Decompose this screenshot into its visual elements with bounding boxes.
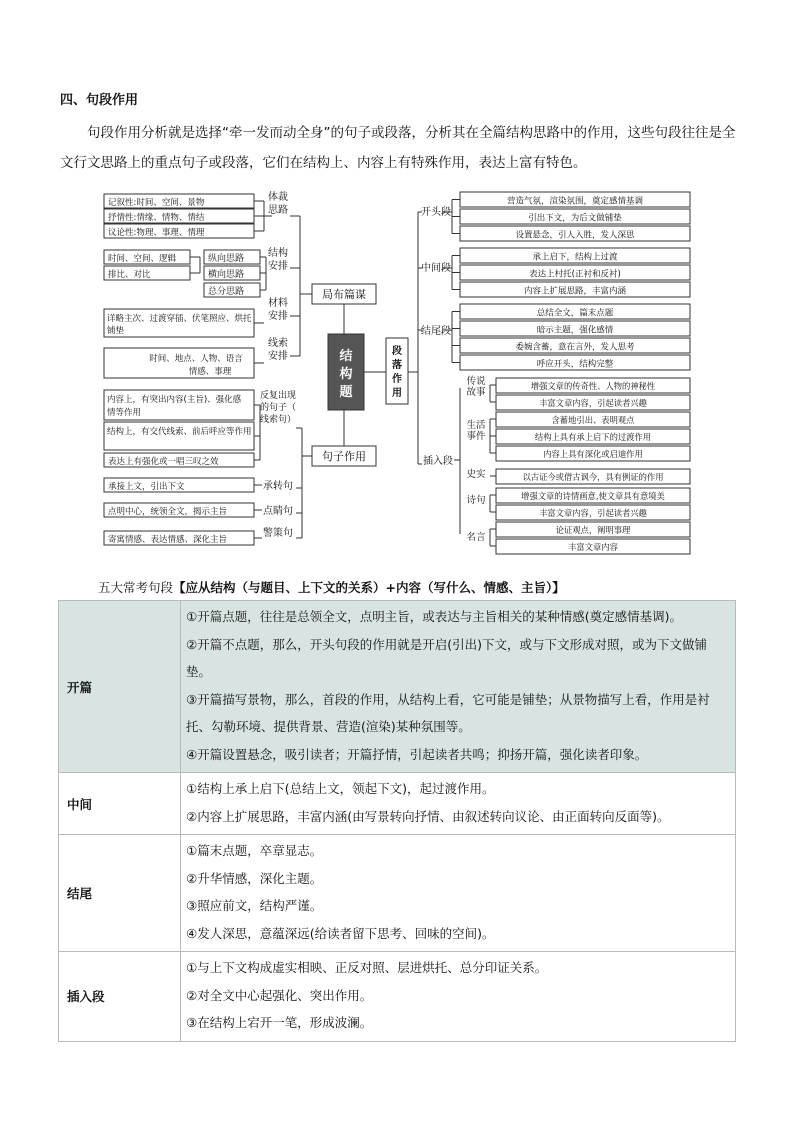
mm-label: 反复出现: [259, 391, 297, 401]
content-line: ③开篇描写景物，那么，首段的作用，从结构上看，它可能是铺垫；从景物描写上看，作用是衬托、勾勒环境、提供背景、营造(渲染)某种氛围等。: [186, 691, 710, 734]
mm-item-text: 增强文章的传奇性、人物的神秘性: [530, 381, 656, 391]
mm-label: 生活: [466, 420, 486, 431]
mm-item-text: 表达上村托(正衬和反衬): [529, 269, 621, 280]
mm-label: 名言: [466, 532, 486, 543]
row-label: 结尾: [59, 835, 181, 952]
branch-paragraph-text: 作: [392, 374, 402, 385]
mm-item-text: 时间、地点、人物、语言: [149, 354, 243, 364]
mm-item-text: 呼应开头，结构完整: [536, 359, 614, 370]
mm-label: 安排: [268, 261, 288, 272]
table-title-prefix: 五大常考句段: [98, 580, 174, 595]
content-line: ④发人深思，意蕴深远(给读者留下思考、回味的空间)。: [186, 925, 495, 941]
mm-label: 结尾段: [421, 326, 451, 337]
mm-item-text: 引出下文，为后文做铺垫: [528, 213, 622, 224]
mm-item-text: 详略主次、过渡穿插、伏笔照应、烘托: [107, 314, 252, 324]
row-label: 开篇: [59, 601, 181, 773]
content-line: ②升华情感，深化主题。: [186, 870, 323, 886]
mm-item-box-text: 寄寓情感、表达情感、深化主旨: [108, 535, 228, 545]
mm-item-text: 情感、事理: [188, 367, 232, 377]
mm-item-text: 以古证今或借古讽今，具有例证的作用: [522, 472, 664, 482]
mm-item-box-text: 记叙性:时间、空间、景物: [108, 198, 205, 208]
row-content: [181, 952, 736, 1042]
mm-label: 点睛句: [263, 506, 293, 517]
mm-label: 史实: [466, 469, 486, 480]
branch-sentence-text: 句子作用: [322, 450, 366, 463]
mm-label: 思路: [268, 205, 288, 216]
mm-label: 故事: [466, 387, 486, 398]
mm-label: 的句子（: [259, 403, 297, 413]
mm-label: 中间段: [421, 263, 451, 274]
mm-label: 警策句: [263, 528, 293, 539]
mm-item-text: 结构上，有交代线索、前后呼应等作用: [107, 427, 252, 437]
mm-item-text: 铺垫: [107, 326, 125, 336]
mm-item-text: 总结全文，篇末点题: [536, 308, 614, 319]
row-content: [181, 835, 736, 952]
content-line: ③照应前文，结构严谨。: [186, 898, 323, 913]
table-row: [59, 952, 736, 1042]
mm-item-text: 增强文章的诗情画意,使文章具有意境美: [521, 491, 665, 501]
mm-label: 线索: [268, 338, 288, 349]
mm-label: 传说: [466, 376, 486, 387]
mm-item-box-text: 时间、空间、逻辑: [108, 254, 177, 264]
center-box-text: 题: [339, 385, 353, 400]
mm-label: 诗句: [466, 495, 486, 506]
mm-label: 体裁: [268, 192, 288, 203]
structure-mind-map: [100, 188, 700, 562]
table-row: [59, 835, 736, 952]
table-row: [59, 601, 736, 773]
content-line: ②内容上扩展思路，丰富内涵(由写景转向抒情、由叙述转向议论、由正面转向反面等)。: [186, 808, 670, 824]
mm-label: 安排: [268, 351, 288, 362]
branch-layout-text: 局布篇谋: [322, 288, 366, 301]
row-label: 中间: [59, 773, 181, 835]
center-box-text: 构: [339, 367, 353, 382]
mm-label: 承转句: [263, 481, 293, 492]
mm-item-text: 内容上，有突出内容(主旨)、强化感: [107, 395, 242, 405]
mm-sub-box-text: 纵向思路: [208, 254, 245, 264]
branch-paragraph-text: 段: [392, 346, 402, 357]
mm-item-text: 内容上扩展思路，丰富内涵: [523, 286, 627, 297]
sentence-types-table: [58, 600, 736, 1042]
table-row: [59, 773, 736, 835]
content-line: ①开篇点题，往往是总领全文，点明主旨，或表达与主旨相关的某种情感(奠定感情基调)。: [186, 609, 682, 624]
content-line: ①结构上承上启下(总结上文，领起下文)，起过渡作用。: [186, 781, 495, 796]
content-line: ②对全文中心起强化、突出作用。: [186, 987, 373, 1003]
table-title: [98, 578, 565, 596]
mm-item-box-text: 议论性:物理、事理、情理: [108, 228, 205, 238]
branch-paragraph-text: 落: [392, 360, 402, 371]
mm-label: 事件: [466, 431, 486, 442]
table-title-bold: 【应从结构（与题目、上下文的关系）+内容（写什么、情感、主旨）】: [173, 580, 565, 595]
center-box-text: 结: [339, 349, 353, 364]
intro-paragraph: 句段作用分析就是选择“牵一发而动全身”的句子或段落，分析其在全篇结构思路中的作用，这些句段往往是全文行文思路上的重点句子或段落，它们在结构上、内容上有特殊作用，表达上富有特色。: [60, 125, 736, 171]
mm-item-box-text: 承接上文，引出下文: [108, 482, 185, 492]
mm-item-text: 营造气氛，渲染氛围，奠定感情基调: [506, 196, 644, 207]
mm-item-text: 丰富文章内容: [568, 542, 618, 552]
mm-label: 材料: [268, 298, 288, 309]
mm-item-text: 结构上具有承上启下的过渡作用: [534, 432, 652, 442]
mm-item-text: 委婉含蓄，意在言外，发人思考: [515, 342, 635, 353]
mm-item-text: 论证观点，阐明事理: [555, 525, 631, 535]
content-line: ①篇末点题，卒章显志。: [186, 843, 323, 858]
content-line: ③在结构上宕开一笔，形成波澜。: [186, 1015, 373, 1030]
mm-item-box-text: 表达上有强化或一唱三叹之效: [108, 457, 219, 467]
mm-item-text: 承上启下，结构上过渡: [532, 252, 618, 263]
mm-label: 插入段: [423, 456, 453, 467]
mm-item-text: 情等作用: [107, 408, 142, 418]
mm-label: 结构: [268, 248, 288, 259]
content-line: ④开篇设置悬念，吸引读者；开篇抒情，引起读者共鸣；抑扬开篇，强化读者印象。: [186, 746, 648, 762]
mm-sub-box-text: 横向思路: [208, 270, 245, 280]
mm-item-text: 丰富文章内容，引起读者兴趣: [539, 398, 647, 408]
row-content: [181, 773, 736, 835]
mm-item-box-text: 排比、对比: [108, 270, 151, 280]
mm-item-text: 暗示主题，强化感情: [536, 325, 614, 336]
row-label: 插入段: [59, 952, 181, 1042]
mm-sub-box-text: 总分思路: [208, 287, 245, 297]
mm-item-box-text: 抒情性:情缘、情物、情结: [108, 213, 205, 223]
content-line: ①与上下文构成虚实相映、正反对照、层进烘托、总分印证关系。: [186, 960, 548, 975]
mm-item-text: 设置悬念，引人入胜，发人深思: [515, 230, 635, 241]
mm-label: 线索句）: [259, 415, 297, 425]
content-line: ②开篇不点题，那么，开头句段的作用就是开启(引出)下文，或与下文形成对照，或为下文做铺垫。: [186, 636, 707, 679]
mm-label: 开头段: [421, 207, 451, 218]
mm-item-box-text: 点明中心，统领全文，揭示主旨: [108, 507, 228, 517]
mm-item-text: 含蓄地引出、表明观点: [551, 415, 635, 425]
branch-paragraph-text: 用: [392, 388, 402, 399]
mm-item-text: 内容上具有深化或启迪作用: [543, 449, 643, 459]
mm-item-text: 丰富文章内容，引起读者兴趣: [539, 508, 647, 518]
mm-label: 安排: [268, 311, 288, 322]
section-heading: 四、句段作用: [60, 93, 139, 108]
row-content: [181, 601, 736, 773]
